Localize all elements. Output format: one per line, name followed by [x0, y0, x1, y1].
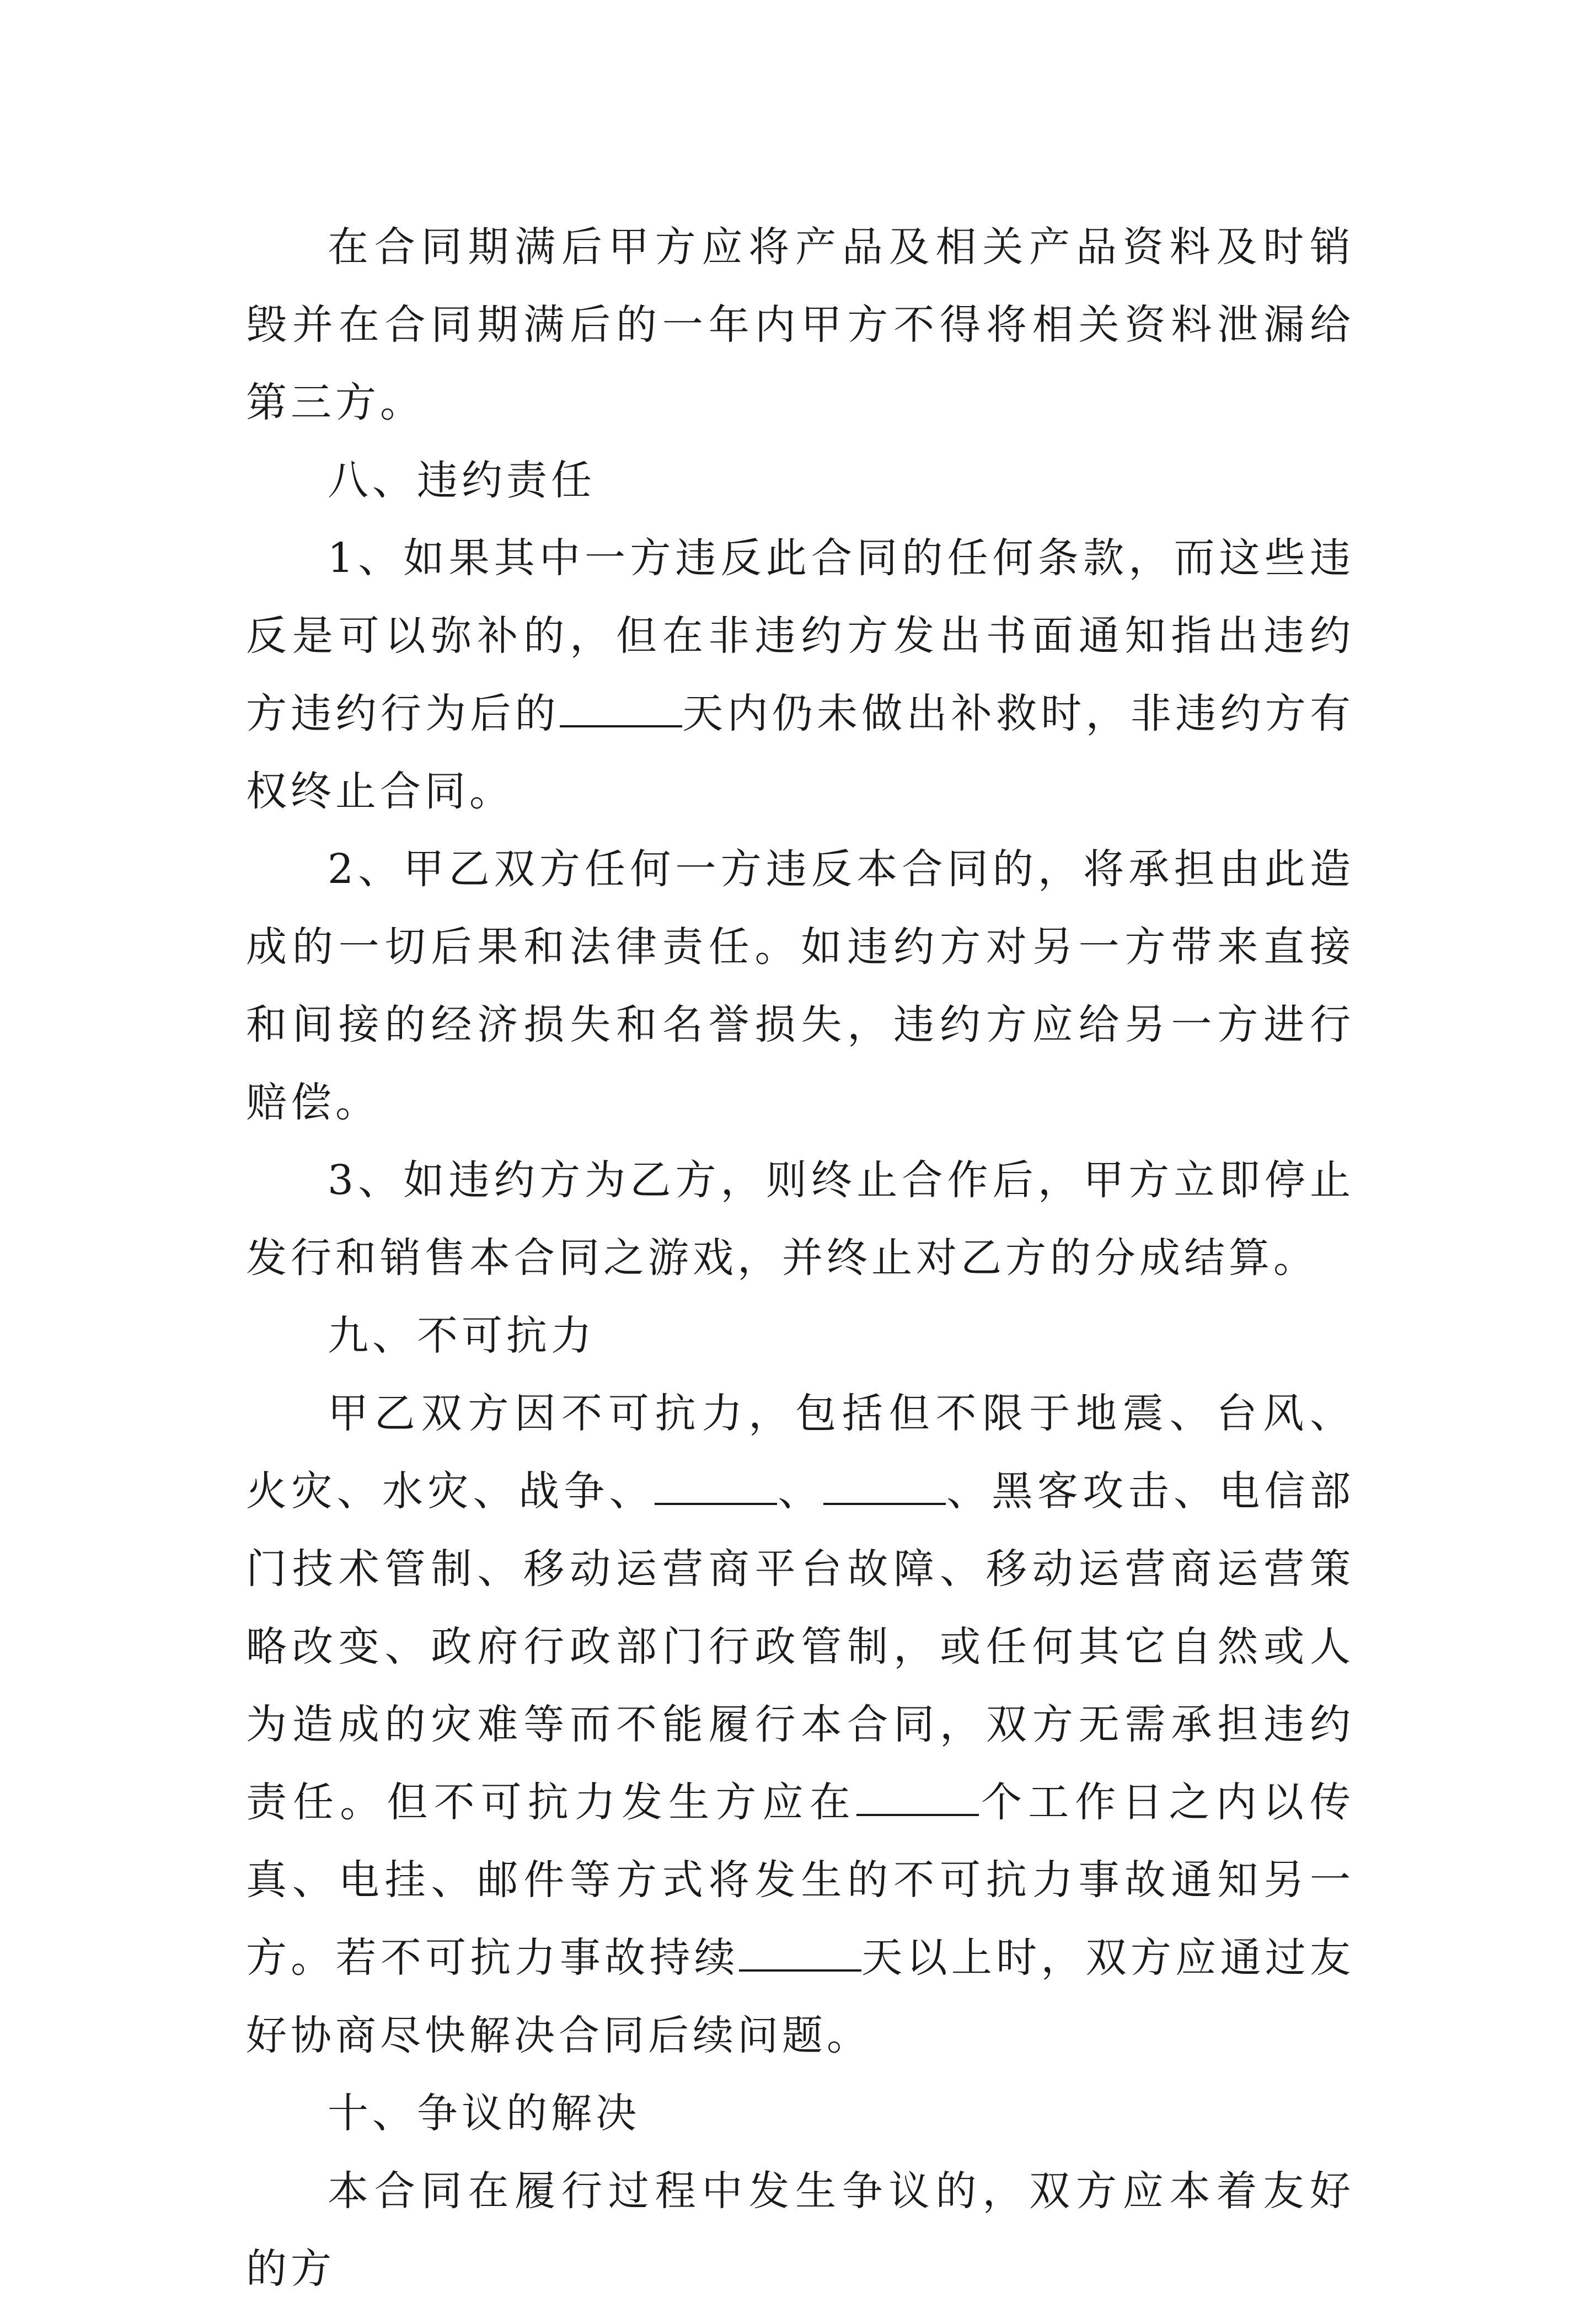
- clause-text: 甲乙双方因不可抗力，包括但不限于地震、台风、火灾、水灾、战争、: [246, 1390, 1354, 1515]
- blank-line: [823, 1466, 946, 1505]
- clause-text: 、: [777, 1468, 823, 1515]
- section-heading-force-majeure: 九、不可抗力: [328, 1312, 596, 1359]
- section-heading-dispute-resolution: 十、争议的解决: [328, 2090, 640, 2137]
- clause-text: 个工作日之内以传真、电挂、邮件等方式将发生的不可抗力事故通知另一方。若不可抗力事故持续: [246, 1779, 1355, 1982]
- clause-text: 天内仍未做出补救时，非违约方有权终止合同。: [246, 690, 1355, 815]
- section-heading-breach-liability: 八、违约责任: [328, 457, 596, 504]
- paragraph-dispute-resolution: 本合同在履行过程中发生争议的，双方应本着友好的方: [246, 2167, 1354, 2293]
- paragraph-destroy-materials: 在合同期满后甲方应将产品及相关产品资料及时销毁并在合同期满后的一年内甲方不得将相关资料泄漏给第三方。: [246, 223, 1354, 426]
- blank-line: [856, 1777, 979, 1816]
- paragraph-breach-clause-3: 3、如违约方为乙方，则终止合作后，甲方立即停止发行和销售本合同之游戏，并终止对乙方的分成结算。: [246, 1156, 1354, 1282]
- blank-line: [560, 688, 682, 727]
- blank-line: [739, 1932, 861, 1972]
- document-body: [246, 208, 1354, 2308]
- blank-line: [655, 1466, 777, 1505]
- paragraph-breach-clause-2: 2、甲乙双方任何一方违反本合同的，将承担由此造成的一切后果和法律责任。如违约方对另一方带来直接和间接的经济损失和名誉损失，违约方应给另一方进行赔偿。: [246, 845, 1354, 1126]
- paragraph-breach-clause-1: [246, 520, 1354, 831]
- clause-text: 天以上时，双方应通过友好协商尽快解决合同后续问题。: [246, 1934, 1354, 2059]
- clause-text: 1、如果其中一方违反此合同的任何条款，而这些违反是可以弥补的，但在非违约方发出书面通知指出违约方违约行为后的: [246, 534, 1354, 737]
- paragraph-force-majeure: [246, 1375, 1354, 2075]
- clause-text: 、黑客攻击、电信部门技术管制、移动运营商平台故障、移动运营商运营策略改变、政府行政部门行政管制，或任何其它自然或人为造成的灾难等而不能履行本合同，双方无需承担违约责任。但不可抗力发生方应在: [246, 1468, 1355, 1826]
